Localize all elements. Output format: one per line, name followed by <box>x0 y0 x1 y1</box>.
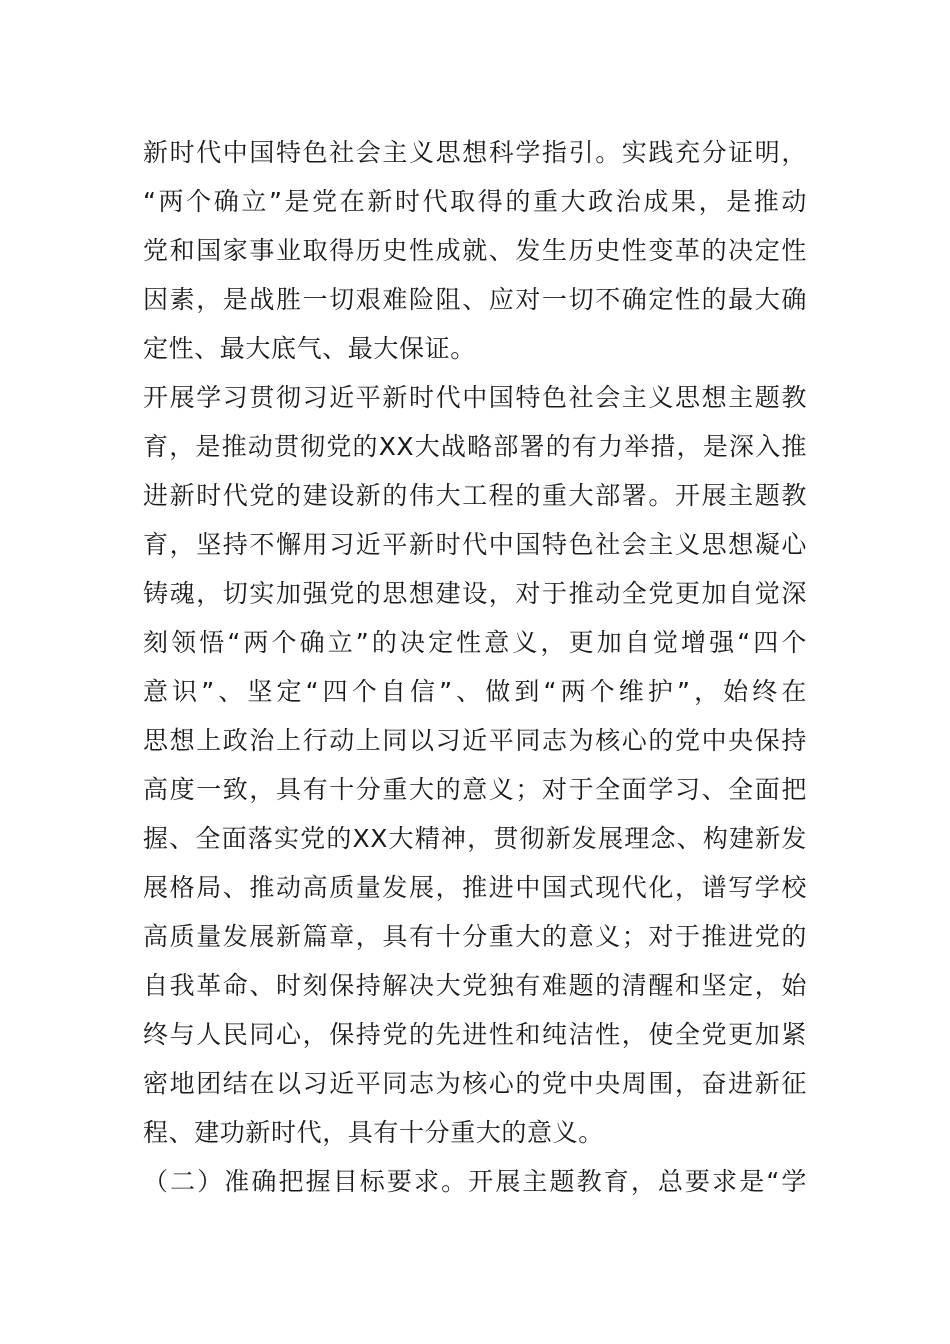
text-line-13: 思想上政治上行动上同以习近平同志为核心的党中央保持 <box>143 726 807 755</box>
text-line-21: 程、建功新时代，具有十分重大的意义。 <box>143 1118 604 1147</box>
body-text <box>143 128 807 1206</box>
text-line-19: 终与人民同心，保持党的先进性和纯洁性，使全党更加紧 <box>143 1020 807 1049</box>
text-line-10: 铸魂，切实加强党的思想建设，对于推动全党更加自觉深 <box>143 579 807 608</box>
text-line-18: 自我革命、时刻保持解决大党独有难题的清醒和坚定，始 <box>143 971 807 1000</box>
text-line-11: 刻领悟“两个确立”的决定性意义，更加自觉增强“四个 <box>143 628 807 657</box>
text-line-9: 育，坚持不懈用习近平新时代中国特色社会主义思想凝心 <box>143 530 807 559</box>
text-line-14: 高度一致，具有十分重大的意义；对于全面学习、全面把 <box>143 775 807 804</box>
text-line-3: 党和国家事业取得历史性成就、发生历史性变革的决定性 <box>143 236 807 265</box>
text-line-12: 意识”、坚定“四个自信”、做到“两个维护”，始终在 <box>143 677 807 706</box>
text-line-4: 因素，是战胜一切艰难险阻、应对一切不确定性的最大确 <box>143 285 807 314</box>
text-line-22: （二）准确把握目标要求。开展主题教育，总要求是“学 <box>143 1167 807 1196</box>
text-line-6: 开展学习贯彻习近平新时代中国特色社会主义思想主题教 <box>143 383 807 412</box>
text-line-17: 高质量发展新篇章，具有十分重大的意义；对于推进党的 <box>143 922 807 951</box>
text-line-20: 密地团结在以习近平同志为核心的党中央周围，奋进新征 <box>143 1069 807 1098</box>
text-line-8: 进新时代党的建设新的伟大工程的重大部署。开展主题教 <box>143 481 807 510</box>
text-line-7: 育，是推动贯彻党的XX大战略部署的有力举措，是深入推 <box>143 432 807 461</box>
text-line-16: 展格局、推动高质量发展，推进中国式现代化，谱写学校 <box>143 873 807 902</box>
text-line-2: “两个确立”是党在新时代取得的重大政治成果，是推动 <box>143 187 807 216</box>
text-line-15: 握、全面落实党的XX大精神，贯彻新发展理念、构建新发 <box>143 824 807 853</box>
text-line-1: 新时代中国特色社会主义思想科学指引。实践充分证明， <box>143 138 807 167</box>
text-line-5: 定性、最大底气、最大保证。 <box>143 334 476 363</box>
